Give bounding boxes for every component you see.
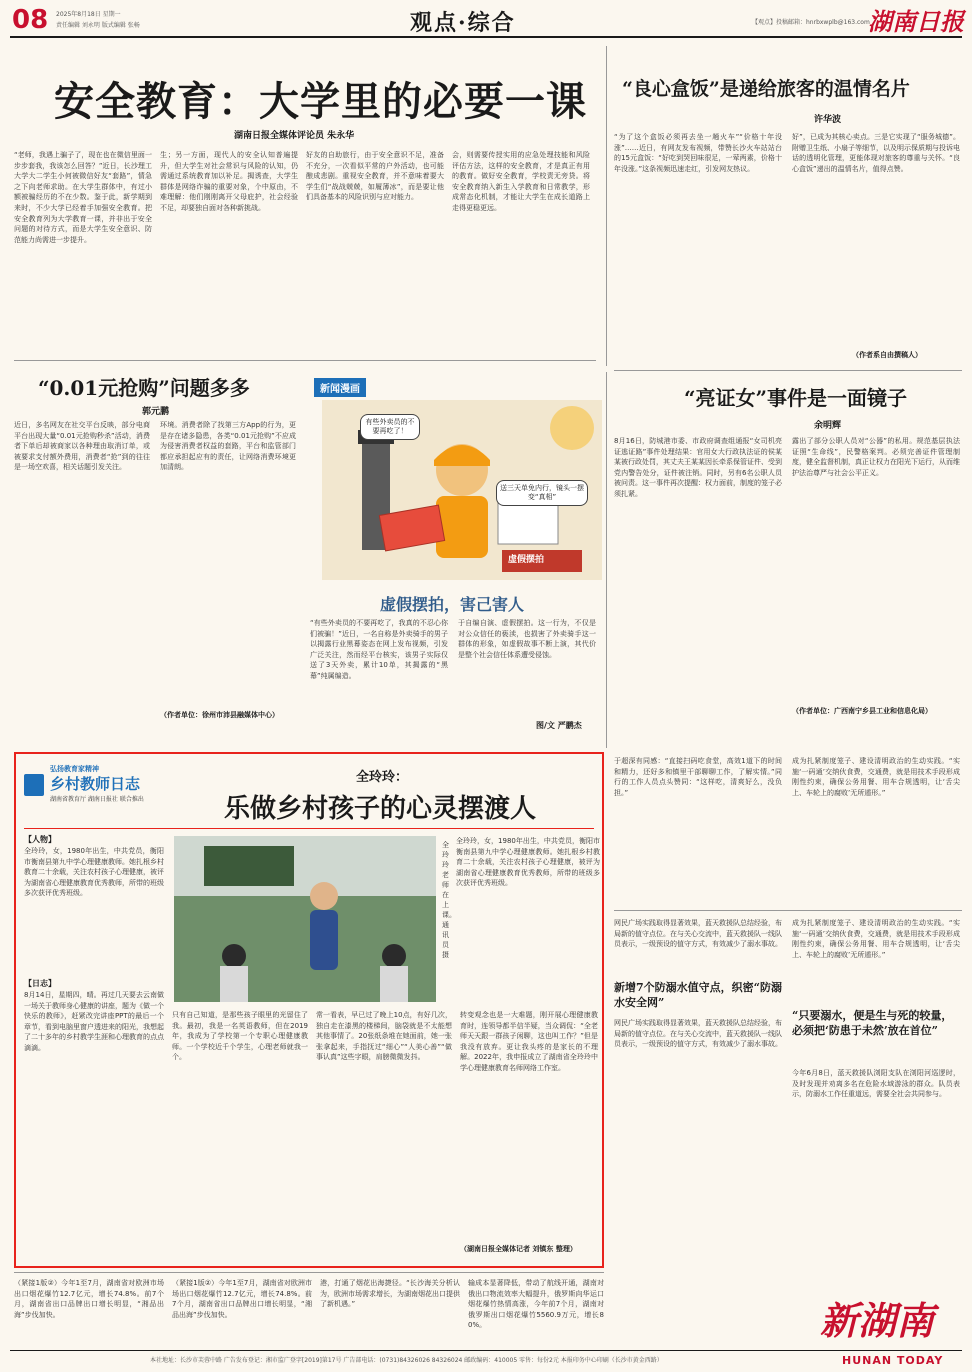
article-column-2: 好”，已成为其核心卖点。三是它实现了“服务城德”。附赠卫生纸、小扇子等细节，以及明示保质期与投诉电话的透明化管理，更能体现对旅客的尊重与关怀。“良心盒饭”递出的温情名片，值得点赞。 [792, 133, 960, 173]
photo-caption: 全玲玲老师在上课。通讯员 摄 [442, 841, 456, 959]
news-headline: 新增7个防溺水值守点，织密“防溺水安全网” [614, 981, 782, 1009]
article-byline: 湖南日报全媒体评论员 朱永华 [234, 131, 355, 141]
article-title: “亮证女”事件是一面镜子 [684, 386, 908, 410]
article-column-3: 好友的自助旅行，由于安全意识不足，准备不充分，一次看似平常的户外活动，也可能酿成悲剧。重视安全教育，并不意味着要大学生们“战战兢兢，如履薄冰”，而是要让他们具备基本的风险识别与应对能力。 [306, 151, 444, 202]
profile-label: 【人物】 [24, 835, 56, 844]
teacher-photo [174, 836, 436, 1002]
column-divider [606, 46, 607, 366]
section-divider [614, 370, 962, 371]
news-headline: “只要溺水，便是生与死的较量，必须把‘防患于未然’放在首位” [792, 1009, 953, 1037]
news-comic [310, 370, 600, 746]
footer-rule [10, 1350, 962, 1351]
article-byline: 许华波 [814, 115, 842, 125]
diary-column-3: 常一看表，早已过了晚上10点，有好几次，独自走在漆黑的楼梯间，脑袋就是不太能想其他事情了。20张纸条堆在她面前，她一张张拿起来，手指抚过“细心”“人美心善”“做事认真”这些字眼，肩膀微微发抖。 [316, 1011, 452, 1062]
editors: 责任编辑 刘永明 版式编辑 张畅 [56, 22, 140, 29]
article-title: “良心盒饭”是递给旅客的温情名片 [622, 78, 910, 100]
contact-email: 【观点】投稿邮箱：hnrbxwplb@163.com [752, 19, 870, 26]
comic-speech-bubble: 有些外卖员的不要再吃了！ [360, 414, 420, 440]
news-column-3: 成为扎紧制度笼子、建设清明政治的生动实践。“实施‘一码通’交纳伙食费，交通费，就是用技术手段形成刚性约束，确保公务用餐、用车合规透明，让‘舌尖上、车轮上的腐败’无所遁形。” [792, 919, 960, 959]
section-title: 观点·综合 [410, 10, 516, 36]
article-source: （作者单位：徐州市沛县融媒体中心） [160, 711, 279, 719]
article-column-1: 近日，多名网友在社交平台反映，部分电商平台出现大量“0.01元抢购秒杀”活动，消费者下单后却被商家以各种理由取消订单，或被要求支付额外费用，消费者“抢”到的往往是一场空欢喜，相关话题引发关注。 [14, 421, 150, 472]
comic-author: 图/文 严鹏杰 [536, 721, 582, 730]
page-number: 08 [12, 5, 49, 35]
page-footer [0, 1350, 972, 1372]
diary-column-4: 转变观念也是一大难题，刚开展心理健康教育时，连领导都半信半疑，当众调侃：“全老师天天跟一群孩子闲聊，这也叫工作？”但是我没有放弃。更让我头疼的是家长的不理解。2022年，我申报成立了湖南省全玲玲中学心理健康教育名师网络工作室。 [460, 1011, 598, 1072]
book-icon [24, 774, 44, 796]
brand-logo: 新湖南 [820, 1298, 935, 1343]
bottom-strip-col-3: 港，打通了烟花出海捷径。“长沙海关分析认为，欧洲市场需求增长，为湖南烟花出口提供了新机遇。” [320, 1279, 460, 1309]
section-divider [614, 910, 962, 911]
article-column-1: 8月16日，防城港市委、市政府调查组通报“女司机亮证逃证路”事件处理结果：官用女大行政执法证的侯某某被行政处罚，其丈夫王某某因长牵系保管证件、受到党内警告处分，证件被注销。同时，另有6名公职人员被问责。这一事件再次提醒：权力面前，制度的笼子必须扎紧。 [614, 437, 782, 498]
article-title: “0.01元抢购”问题多多 [38, 376, 250, 400]
article-byline: 余明辉 [814, 421, 842, 431]
bottom-strip-col-1: （紧接1版②）今年1至7月，湖南省对欧洲市场出口烟花爆竹12.7亿元，增长74.8%。前7个月，湖南省出口品牌出口增长明显，“湘品出海”步伐加快。 [14, 1279, 164, 1319]
news-column-4: 今年6月8日，蓝天救援队浏阳支队在浏阳河巡逻时，及时发现并劝离多名在危险水域游泳的群众。队员表示，防溺水工作任重道远，需要全社会共同参与。 [792, 1069, 960, 1099]
comic-caption: 虚假摆拍，害己害人 [380, 595, 525, 614]
article-good-lunchbox [614, 46, 962, 366]
article-column-2: 生；另一方面，现代人的安全认知普遍提升，但大学生对社会常识与风险的认知，仍需通过系统教育加以补足。揭诱查，大学生群体是网络诈骗的重要对象，个中原由，不难理解：他们刚刚离开父母庇护，社会经验不足，却要独自面对各种新挑战。 [160, 151, 298, 212]
comic-text-column-2: 于自编自演、虚假摆拍。这一行为，不仅是对公众信任的亵渎，也损害了外卖骑手这一群体的形象，如虚假故事不断上演，其代价是整个社会信任体系遭受侵蚀。 [458, 619, 596, 659]
continued-text: 于超深有同感：“直接扫码吃食堂，高效1道下的时间和精力，还好多和镇里干部聊聊工作，了解实情。”同行的工作人员点头赞同：“这样吃，清爽好么，没负担。” [614, 757, 782, 797]
page-header [0, 0, 972, 44]
article-column-1: “老师，我遇上骗子了，现在也在微信里面一步步套我，我该怎么回答？”近日，长沙理工大学大二学生小何被微信好友“套路”，情急之下向老师求助。在大学生群体中，有过小额被骗经历的不在少数。鉴于此，新学期到来时，不少大学已经着手加强安全教育。把安全教育列为大学教育一课，并非出于安全问题的对待方式，而是大学生安全意识、防范能力尚需进一步提升。 [14, 151, 152, 244]
article-column-4: 会，则需要传授实用的应急处理技能和风险评估方法，这样的安全教育，才是真正有用的教育。做好安全教育，学校责无旁贷。将安全教育纳入新生入学教育和日常教学，形成常态化机制，才能让大学生在成长道路上走得更稳更远。 [452, 151, 590, 212]
diary-column-2: 只有自己知道，是那些孩子眼里的光留住了我。最初，我是一名英语教师，但在2019年，我成为了学校第一个专职心理健康教师。一个学校近千个学生，心理老师就我一个。 [172, 1011, 308, 1062]
article-byline: 郭元鹏 [142, 407, 170, 417]
article-title: 安全教育：大学里的必要一课 [54, 78, 587, 125]
article-column-2: 环境。消费者除了找第三方App的行为，更是存在诸多隐患，各类“0.01元抢购”不应成为侵害消费者权益的套路，平台和监管部门都应承担起应有的责任，让网络消费环境更加清朗。 [160, 421, 296, 472]
feature-title: 乐做乡村孩子的心灵摆渡人 [224, 794, 537, 824]
feature-divider [24, 828, 594, 829]
diary-label: 【日志】 [24, 979, 56, 988]
footer-address: 本社地址：长沙市芙蓉中路 广告发布登记：湘市监广登字[2019]第17号 广告部电话：(0731)84326026 84326024 邮政编码：410005 零售：每份2元 本报印务中心印刷（长沙市黄金西路） [150, 1357, 663, 1364]
article-column-1: “为了这个盒饭必须再去坐一趟火车”“价格十年没涨”……近日，有网友发布视频，带赞长沙火车站站台的15元盒饭：“好吃到哭回味很足，一荤两素，价格十年没涨。”这条视频迅速走红，引发网友热议。 [614, 133, 782, 173]
news-column-1: 网民广场实践取得显著效果，蓝天救援队总结经验，布局新的值守点位。在与关心交流中，蓝天救援队一线队员表示，一级预设的值守方式，有效减少了溺水事故。 [614, 919, 782, 949]
bottom-strip-col-4: 输成本显著降低，带动了航线开通，湖南对俄出口物流效率大幅提升，俄罗斯向华运口烟花爆竹热情高涨，今年前7个月，湖南对俄罗斯出口烟花爆竹5560.9万元，增长80%。 [468, 1279, 604, 1330]
profile-text: 全玲玲，女，1980年出生，中共党员，衡阳市衡南县第九中学心理健康教师。她扎根乡村教育二十余载，关注农村孩子心理健康，被评为湖南省心理健康教育优秀教师，所带的班级多次获评优秀班级。 [24, 847, 164, 898]
comic-text-column-1: “有些外卖员的不要再吃了，我真的不忍心你们被骗！”近日，一名自称是外卖骑手的男子以揭露行业黑幕姿态在网上发布视频，引发广泛关注，然而经平台核实，该男子实际仅送了3天外卖，累计10单，其揭露的“黑幕”纯属编造。 [310, 619, 448, 680]
news-column-2: 网民广场实践取得显著效果，蓝天救援队总结经验，布局新的值守点位。在与关心交流中，蓝天救援队一线队员表示，一级预设的值守方式，有效减少了溺水事故。 [614, 1019, 782, 1049]
footer-brand-en: HUNAN TODAY [842, 1354, 944, 1367]
article-source: （作者单位：广西南宁乡县工业和信息化局） [792, 707, 932, 715]
article-column-2: 露出了部分公职人员对“公器”的私用。规范基层执法证照“生命线”，民警格案判。必须完善证件管理制度，健全监督机制，真正让权力在阳光下运行，从而维护法治尊严与社会公平正义。 [792, 437, 960, 477]
right-bottom-news [614, 756, 962, 1266]
article-safety-education [14, 46, 596, 356]
feature-source: （湖南日报全媒体记者 刘镇东 整理） [460, 1245, 577, 1253]
paper-logo: 湖南日报 [868, 7, 964, 36]
continued-text-2: 成为扎紧制度笼子、建设清明政治的生动实践。“实施‘一码通’交纳伙食费，交通费，就是用技术手段形成刚性约束，确保公务用餐、用车合规透明，让‘舌尖上、车轮上的腐败’无所遁形。” [792, 757, 960, 797]
comic-badge-label: 新闻漫画 [320, 384, 360, 395]
comic-badge [314, 378, 366, 397]
series-label: 弘扬教育家精神 [50, 765, 99, 773]
column-divider [606, 372, 607, 748]
issue-date: 2025年8月18日 星期一 [56, 11, 121, 18]
feature-kicker: 全玲玲： [356, 770, 409, 785]
article-certificate-woman [614, 376, 962, 746]
section-divider [14, 360, 596, 361]
article-source: （作者系自由撰稿人） [852, 351, 922, 359]
column-name: 乡村教师日志 [50, 775, 141, 793]
bottom-strip-col-2: （紧接1版②）今年1至7月，湖南省对欧洲市场出口烟花爆竹12.7亿元，增长74.8%。前7个月，湖南省出口品牌出口增长明显，“湘品出海”步伐加快。 [172, 1279, 312, 1319]
feature-text-col-0: 全玲玲，女，1980年出生，中共党员，衡阳市衡南县第九中学心理健康教师。她扎根乡村教育二十余载，关注农村孩子心理健康，被评为湖南省心理健康教育优秀教师，所带的班级多次获评优秀班级。 [456, 837, 600, 888]
column-partners: 湖南省教育厅 湖南日报社 联合推出 [50, 796, 144, 803]
header-rule [10, 36, 962, 38]
article-penny-purchase [14, 366, 304, 746]
diary-column-1: 8月14日，星期四，晴。再过几天要去云南做一场关于教师身心健康的讲座，题为《做一个快乐的教师》，赶紧改完讲座PPT的最后一个章节，看到电脑里窗户透进来的阳光，我想起了二十多年的乡村教学生涯和心理教育的点点滴滴。 [24, 991, 164, 1052]
feature-column-logo [24, 764, 164, 814]
comic-sign: 虚假摆拍 [508, 555, 545, 565]
section-divider [14, 1272, 604, 1273]
comic-speech-bubble: 送三天单免内行，镜头一摆变“真相” [496, 480, 588, 506]
feature-box [14, 752, 604, 1268]
